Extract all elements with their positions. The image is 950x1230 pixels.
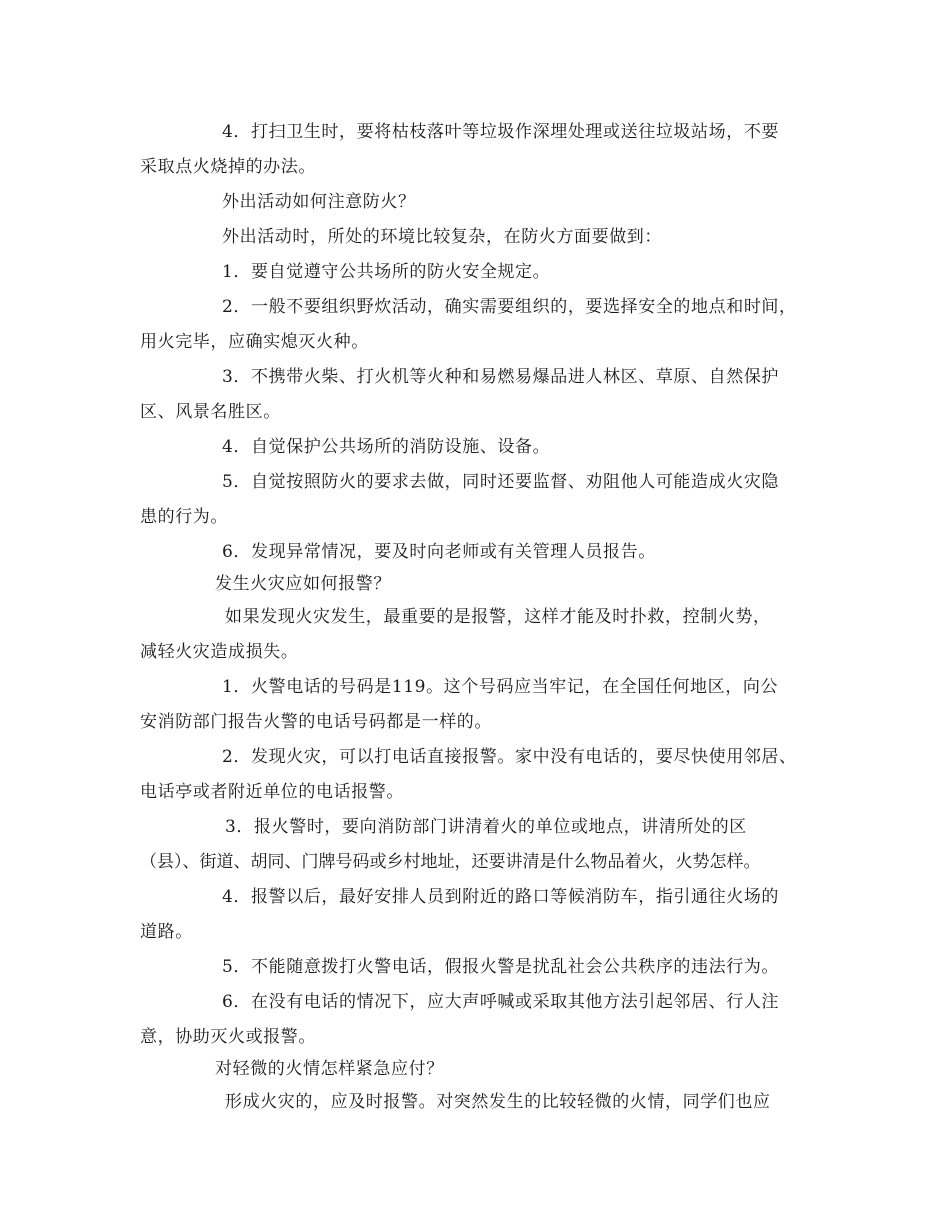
text-line: 电话亭或者附近单位的电话报警。 — [140, 782, 404, 802]
text-line: 患的行为。 — [140, 507, 228, 527]
text-line: 4．自觉保护公共场所的消防设施、设备。 — [222, 437, 551, 457]
text-line: 1．要自觉遵守公共场所的防火安全规定。 — [222, 262, 551, 282]
text-line: 形成火灾的，应及时报警。对突然发生的比较轻微的火情，同学们也应 — [225, 1092, 771, 1112]
text-line: 6．发现异常情况，要及时向老师或有关管理人员报告。 — [222, 542, 656, 562]
text-line: 外出活动时，所处的环境比较复杂，在防火方面要做到： — [222, 227, 662, 247]
text-line: 2．发现火灾，可以打电话直接报警。家中没有电话的，要尽快使用邻居、 — [222, 747, 797, 767]
text-line: 2．一般不要组织野炊活动，确实需要组织的，要选择安全的地点和时间， — [222, 297, 797, 317]
text-line: 采取点火烧掉的办法。 — [140, 157, 316, 177]
text-line: 区、风景名胜区。 — [140, 402, 281, 422]
text-line: 3．不携带火柴、打火机等火种和易燃易爆品进人林区、草原、自然保护 — [222, 367, 780, 387]
text-line: 减轻火灾造成损失。 — [140, 642, 299, 662]
section-heading: 发生火灾应如何报警？ — [215, 574, 391, 594]
text-line: 1．火警电话的号码是119。这个号码应当牢记，在全国任何地区，向公 — [222, 677, 779, 697]
section-heading: 外出活动如何注意防火？ — [222, 192, 416, 212]
text-line: 意，协助灭火或报警。 — [140, 1027, 316, 1047]
text-line: 6．在没有电话的情况下，应大声呼喊或采取其他方法引起邻居、行人注 — [222, 992, 780, 1012]
text-line: 4．报警以后，最好安排人员到附近的路口等候消防车，指引通往火场的 — [222, 887, 780, 907]
text-line: 4．打扫卫生时，要将枯枝落叶等垃圾作深埋处理或送往垃圾站场，不要 — [222, 122, 780, 142]
text-line: 如果发现火灾发生，最重要的是报警，这样才能及时扑救，控制火势， — [225, 607, 771, 627]
text-line: 用火完毕，应确实熄灭火种。 — [140, 332, 369, 352]
text-line: 3．报火警时，要向消防部门讲清着火的单位或地点，讲清所处的区 — [225, 817, 747, 837]
text-line: （县）、街道、胡同、门牌号码或乡村地址，还要讲清是什么物品着火，火势怎样。 — [140, 852, 761, 872]
section-heading: 对轻微的火情怎样紧急应付？ — [215, 1059, 444, 1079]
text-line: 道路。 — [140, 922, 193, 942]
text-line: 5．不能随意拨打火警电话，假报火警是扰乱社会公共秩序的违法行为。 — [222, 957, 780, 977]
text-line: 安消防部门报告火警的电话号码都是一样的。 — [140, 712, 492, 732]
text-line: 5．自觉按照防火的要求去做，同时还要监督、劝阻他人可能造成火灾隐 — [222, 472, 780, 492]
